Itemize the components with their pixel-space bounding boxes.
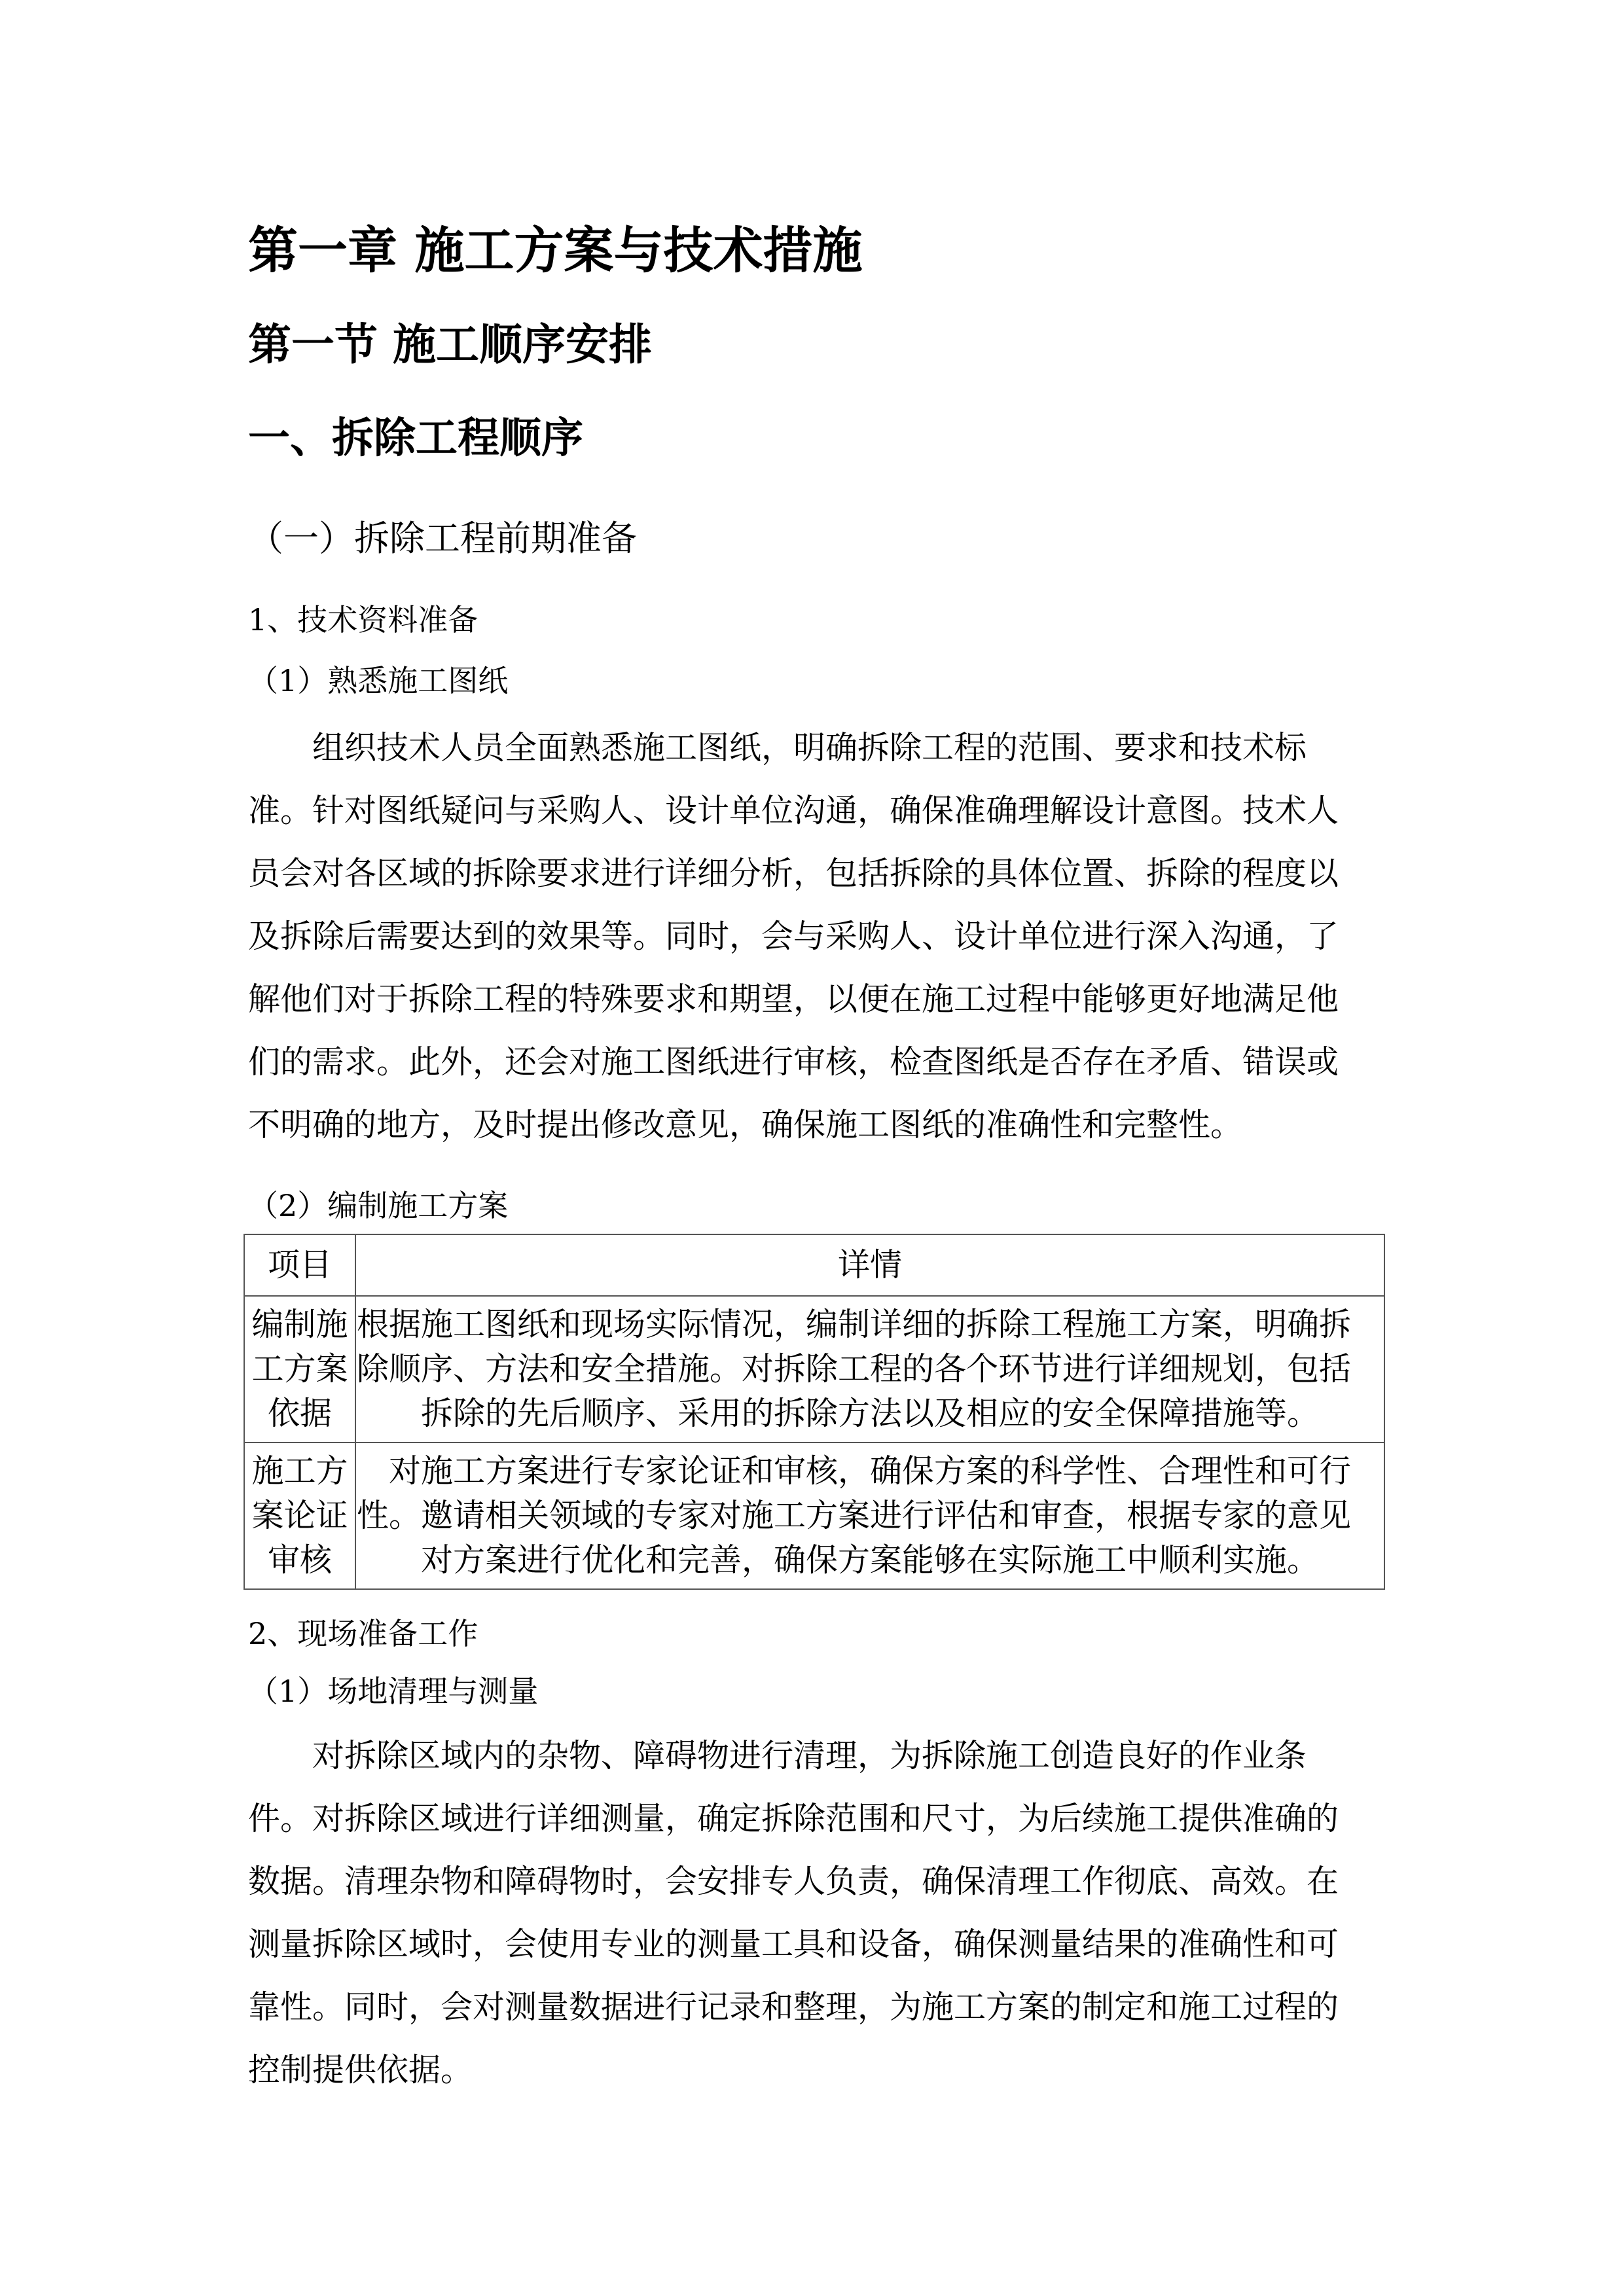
item1-sub2-title: （2）编制施工方案	[248, 1188, 509, 1223]
item2-sub1-title: （1）场地清理与测量	[248, 1674, 539, 1709]
paragraph-line: 不明确的地方，及时提出修改意见，确保施工图纸的准确性和完整性。	[248, 1106, 1243, 1143]
row-detail	[355, 1296, 1384, 1443]
item-line: 工方案	[251, 1350, 348, 1388]
paragraph-line: 们的需求。此外，还会对施工图纸进行审核，检查图纸是否存在矛盾、错误或	[248, 1043, 1339, 1081]
row-item	[244, 1443, 355, 1589]
item2-title: 2、现场准备工作	[248, 1616, 478, 1651]
paragraph-site-clearing	[248, 1725, 1373, 2102]
paragraph-line: 件。对拆除区域进行详细测量，确定拆除范围和尺寸，为后续施工提供准确的	[248, 1800, 1339, 1837]
paragraph-line: 靠性。同时，会对测量数据进行记录和整理，为施工方案的制定和施工过程的	[248, 1988, 1339, 2026]
paragraph-line: 及拆除后需要达到的效果等。同时，会与采购人、设计单位进行深入沟通，了	[248, 918, 1339, 955]
detail-line: 根据施工图纸和现场实际情况，编制详细的拆除工程施工方案，明确拆	[357, 1306, 1352, 1343]
subsection-title: 一、拆除工程顺序	[248, 414, 583, 463]
table-header-row	[244, 1234, 1384, 1296]
item1-title: 1、技术资料准备	[248, 602, 478, 637]
item-line: 编制施	[251, 1306, 348, 1343]
paragraph-line: 准。针对图纸疑问与采购人、设计单位沟通，确保准确理解设计意图。技术人	[248, 792, 1339, 829]
construction-plan-table	[244, 1234, 1385, 1590]
detail-line: 性。邀请相关领域的专家对施工方案进行评估和审查，根据专家的意见	[357, 1497, 1352, 1534]
row-detail	[355, 1443, 1384, 1589]
row-item	[244, 1296, 355, 1443]
detail-line: 除顺序、方法和安全措施。对拆除工程的各个环节进行详细规划，包括	[357, 1350, 1352, 1388]
item-line: 依据	[267, 1395, 332, 1432]
table-row	[244, 1296, 1384, 1443]
item-line: 案论证	[251, 1497, 348, 1534]
item-line: 施工方	[251, 1452, 348, 1490]
section-title: 第一节 施工顺序安排	[248, 319, 652, 370]
paragraph-drawings	[248, 717, 1373, 1157]
item1-sub1-title: （1）熟悉施工图纸	[248, 663, 509, 698]
chapter-title: 第一章 施工方案与技术措施	[248, 221, 863, 279]
header-detail: 详情	[355, 1234, 1384, 1296]
detail-line: 拆除的先后顺序、采用的拆除方法以及相应的安全保障措施等。	[420, 1395, 1319, 1432]
paragraph-line: 解他们对于拆除工程的特殊要求和期望，以便在施工过程中能够更好地满足他	[248, 980, 1339, 1018]
paragraph-line: 控制提供依据。	[248, 2051, 473, 2089]
detail-line: 对方案进行优化和完善，确保方案能够在实际施工中顺利实施。	[420, 1541, 1319, 1579]
paragraph-line: 数据。清理杂物和障碍物时，会安排专人负责，确保清理工作彻底、高效。在	[248, 1863, 1339, 1900]
paragraph-line: 组织技术人员全面熟悉施工图纸，明确拆除工程的范围、要求和技术标	[312, 729, 1307, 766]
paragraph-line: 员会对各区域的拆除要求进行详细分析，包括拆除的具体位置、拆除的程度以	[248, 855, 1339, 892]
table-row	[244, 1443, 1384, 1589]
detail-line: 对施工方案进行专家论证和审核，确保方案的科学性、合理性和可行	[388, 1452, 1351, 1490]
part-title: （一）拆除工程前期准备	[248, 518, 637, 559]
item-line: 审核	[267, 1541, 332, 1579]
paragraph-line: 对拆除区域内的杂物、障碍物进行清理，为拆除施工创造良好的作业条	[312, 1737, 1307, 1774]
header-item: 项目	[244, 1234, 355, 1296]
paragraph-line: 测量拆除区域时，会使用专业的测量工具和设备，确保测量结果的准确性和可	[248, 1926, 1339, 1963]
